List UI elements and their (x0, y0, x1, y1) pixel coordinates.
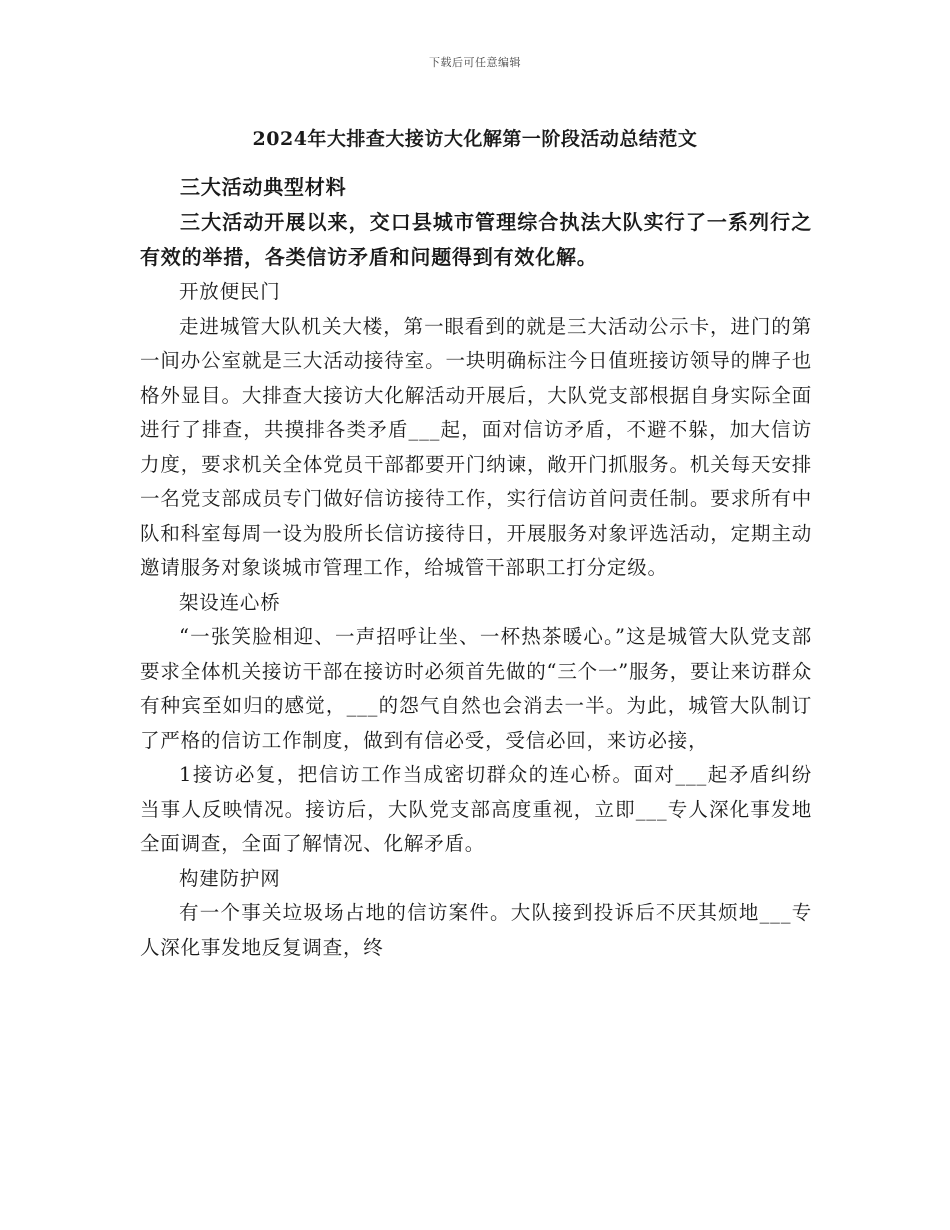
subheading-open-door: 开放便民门 (179, 280, 281, 303)
subheading-bridge: 架设连心桥 (179, 590, 281, 614)
paragraph-reply: 1接访必复，把信访工作当成密切群众的连心桥。面对___起矛盾纠纷当事人反映情况。接访后，大队党支部高度重视，立即___专人深化事发地全面调查，全面了解情况、化解矛盾。 (140, 763, 812, 855)
document-body (140, 170, 812, 965)
paragraph-bridge: “一张笑脸相迎、一声招呼让坐、一杯热茶暖心。”这是城管大队党支部要求全体机关接访干部在接访时必须首先做的“三个一”服务，要让来访群众有种宾至如归的感觉，___的怨气自然也会消去一半。为此，城管大队制订了严格的信访工作制度，做到有信必受，受信必回，来访必接， (140, 625, 812, 752)
intro-paragraph: 三大活动开展以来，交口县城市管理综合执法大队实行了一系列行之有效的举措，各类信访矛盾和问题得到有效化解。 (140, 210, 812, 269)
paragraph-open-door: 走进城管大队机关大楼，第一眼看到的就是三大活动公示卡，进门的第一间办公室就是三大活动接待室。一块明确标注今日值班接访领导的牌子也格外显目。大排查大接访大化解活动开展后，大队党支部根据自身实际全面进行了排查，共摸排各类矛盾___起，面对信访矛盾，不避不躲，加大信访力度，要求机关全体党员干部都要开门纳谏，敞开门抓服务。机关每天安排一名党支部成员专门做好信访接待工作，实行信访首问责任制。要求所有中队和科室每周一设为股所长信访接待日，开展服务对象评选活动，定期主动邀请服务对象谈城市管理工作，给城管干部职工打分定级。 (140, 314, 812, 579)
section-heading: 三大活动典型材料 (180, 175, 347, 199)
header-note: 下载后可任意编辑 (429, 56, 521, 69)
document-title: 2024年大排查大接访大化解第一阶段活动总结范文 (252, 128, 698, 150)
paragraph-protection: 有一个事关垃圾场占地的信访案件。大队接到投诉后不厌其烦地___专人深化事发地反复调查，终 (140, 901, 812, 959)
subheading-protection: 构建防护网 (179, 866, 281, 890)
